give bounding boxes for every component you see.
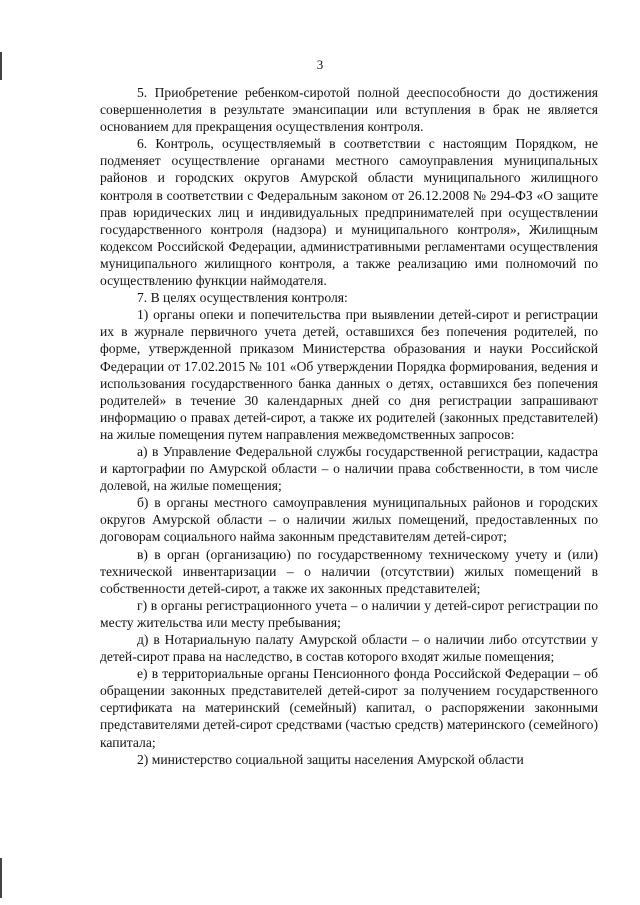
- subparagraph-1g: г) в органы регистрационного учета – о наличии у детей-сирот регистрации по месту жительства или месту пребывания;: [100, 597, 598, 630]
- subparagraph-1d: д) в Нотариальную палату Амурской области – о наличии либо отсутствии у детей-сирот права на наследство, в состав которого входят жилые помещения;: [100, 632, 598, 665]
- paragraph-7: 7. В целях осуществления контроля:: [137, 290, 348, 306]
- subparagraph-1a: а) в Управление Федеральной службы государственной регистрации, кадастра и картографии по Амурской области – о наличии права собственности, в том числе долевой, на жилые помещения;: [100, 443, 598, 494]
- document-body: [100, 84, 598, 768]
- subparagraph-2: 2) министерство социальной защиты населения Амурской области: [137, 751, 524, 767]
- paragraph-5: 5. Приобретение ребенком-сиротой полной дееспособности до достижения совершеннолетия в результате эмансипации или вступления в брак не является основанием для прекращения осуществления контроля.: [100, 85, 598, 135]
- subparagraph-1v: в) в орган (организацию) по государственному техническому учету и (или) технической инвентаризации – о наличии (отсутствии) жилых помещений в собственности детей-сирот, а также их законных представителей;: [100, 546, 598, 596]
- scan-edge-mark-bottom: [0, 858, 2, 898]
- paragraph-6: 6. Контроль, осуществляемый в соответствии с настоящим Порядком, не подменяет осуществление органами местного самоуправления муниципальных районов и городских округов Амурской области муниципального жилищного контроля в соответствии с Федеральным законом от 26.12.2008 № 294-ФЗ «О защите прав юридических лиц и индивидуальных предпринимателей при осуществлении государственного контроля (надзора) и муниципального контроля», Жилищным кодексом Российской Федерации, административными регламентами осуществления муниципального жилищного контроля, а также реализацию ими полномочий по осуществлению функции наймодателя.: [100, 136, 598, 289]
- subparagraph-1b: б) в органы местного самоуправления муниципальных районов и городских округов Амурской области – о наличии жилых помещений, предоставленных по договорам социального найма законным представителям детей-сирот;: [100, 495, 598, 545]
- subparagraph-1: 1) органы опеки и попечительства при выявлении детей-сирот и регистрации их в журнале первичного учета детей, оставшихся без попечения родителей, по форме, утвержденной приказом Министерства образования и науки Российской Федерации от 17.02.2015 № 101 «Об утверждении Порядка формирования, ведения и использования государственного банка данных о детях, оставшихся без попечения родителей» в течение 30 календарных дней со дня регистрации запрашивают информацию о правах детей-сирот, а также их родителей (законных представителей) на жилые помещения путем направления межведомственных запросов:: [100, 307, 598, 442]
- subparagraph-1e: е) в территориальные органы Пенсионного фонда Российской Федерации – об обращении законных представителей детей-сирот за получением государственного сертификата на материнский (семейный) капитал, о распоряжении законными представителями детей-сирот средствами (частью средств) материнского (семейного) капитала;: [100, 666, 598, 750]
- page-number: 3: [316, 57, 324, 72]
